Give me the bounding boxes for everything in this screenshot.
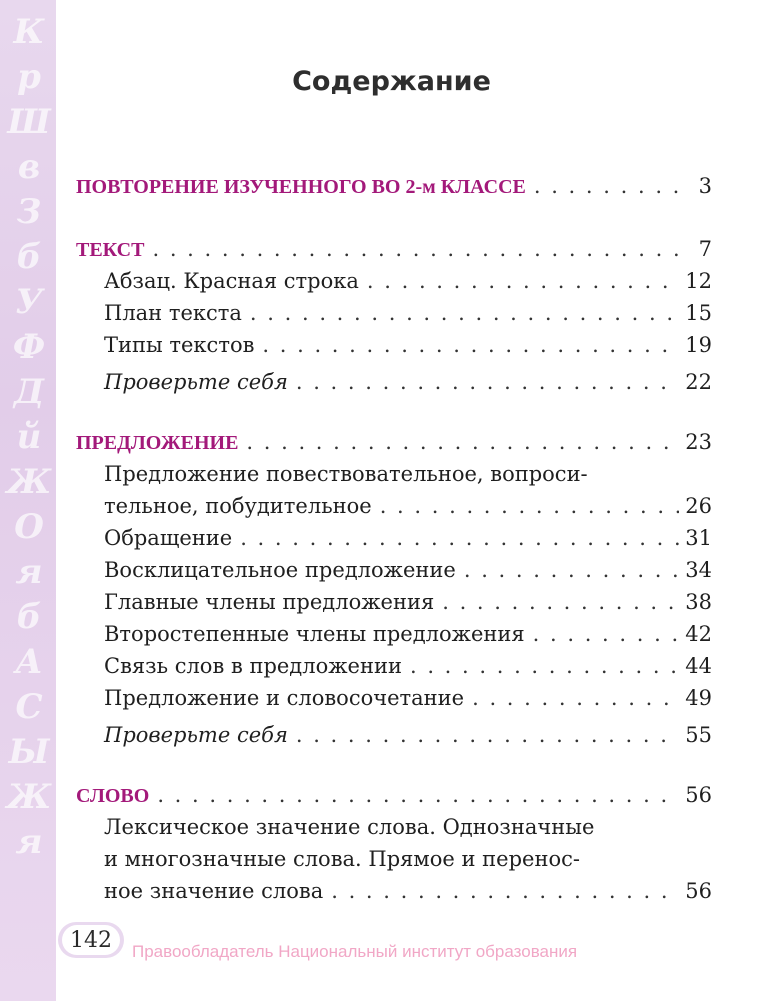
toc-page-number: 15	[685, 301, 712, 325]
toc-entry[interactable]	[104, 490, 712, 522]
toc-page-number: 42	[685, 622, 712, 646]
dot-leader	[472, 682, 679, 714]
dot-leader	[410, 650, 679, 682]
dot-leader	[262, 329, 679, 361]
dot-leader	[296, 366, 679, 398]
page-number-badge	[58, 922, 124, 958]
toc-section-title: ТЕКСТ	[76, 239, 145, 261]
toc-entry-title: Связь слов в предложении	[104, 654, 402, 678]
toc-page-number: 44	[685, 654, 712, 678]
toc-page-number: 55	[685, 723, 712, 747]
dot-leader	[464, 554, 679, 586]
toc-page-number: 49	[685, 686, 712, 710]
toc-section[interactable]	[76, 170, 712, 202]
dot-leader	[152, 233, 684, 265]
dot-leader	[380, 490, 680, 522]
dot-leader	[157, 779, 679, 811]
page-number: 142	[62, 925, 120, 955]
dot-leader	[246, 426, 679, 458]
toc-page-number: 22	[685, 370, 712, 394]
toc-entry[interactable]	[104, 522, 712, 554]
toc-entry-title: Второстепенные члены предложения	[104, 622, 525, 646]
toc-entry[interactable]	[104, 618, 712, 650]
toc-entry-title: ное значение слова	[104, 879, 324, 903]
toc-page-number: 56	[685, 783, 712, 807]
toc-page-number: 19	[685, 333, 712, 357]
dot-leader	[296, 719, 679, 751]
toc-line: Предложение повествовательное, вопроси-	[104, 462, 588, 486]
toc-entry[interactable]	[104, 366, 712, 398]
toc-entry[interactable]	[104, 682, 712, 714]
toc-entry-title: Абзац. Красная строка	[104, 269, 359, 293]
toc-entry-title: План текста	[104, 301, 242, 325]
toc-entry[interactable]	[104, 586, 712, 618]
dot-leader	[240, 522, 679, 554]
toc-entry-title: Типы текстов	[104, 333, 255, 357]
toc-page-number: 12	[685, 269, 712, 293]
toc-entry[interactable]	[104, 329, 712, 361]
toc-page-number: 34	[685, 558, 712, 582]
toc-entry[interactable]	[104, 297, 712, 329]
toc-section[interactable]	[76, 426, 712, 458]
toc-section-title: СЛОВО	[76, 785, 150, 807]
toc-section[interactable]	[76, 233, 712, 265]
dot-leader	[331, 875, 679, 907]
toc-page-number: 23	[685, 430, 712, 454]
toc-page-number: 3	[698, 174, 712, 198]
dot-leader	[442, 586, 679, 618]
toc-entry-title: Главные члены предложения	[104, 590, 435, 614]
toc-line: Лексическое значение слова. Однозначные	[104, 815, 595, 839]
dot-leader	[534, 170, 684, 202]
toc-section-title: ПРЕДЛОЖЕНИЕ	[76, 432, 239, 454]
dot-leader	[533, 618, 680, 650]
toc-entry[interactable]	[104, 650, 712, 682]
toc-line: и многозначные слова. Прямое и перенос-	[104, 847, 580, 871]
toc-entry-title: Обращение	[104, 526, 233, 550]
toc-page-number: 26	[685, 494, 712, 518]
decorative-side-strip	[0, 0, 56, 1001]
page-title: Содержание	[292, 66, 491, 97]
toc-entry-title: Предложение и словосочетание	[104, 686, 465, 710]
toc-entry-title: Восклицательное предложение	[104, 558, 456, 582]
dot-leader	[250, 297, 679, 329]
dot-leader	[367, 265, 679, 297]
toc-entry-title: Проверьте себя	[104, 723, 288, 747]
toc-page-number: 56	[685, 879, 712, 903]
toc-entry[interactable]	[104, 265, 712, 297]
toc-entry-title: Проверьте себя	[104, 370, 288, 394]
toc-entry-title: тельное, побудительное	[104, 494, 372, 518]
decorative-alphabet-pattern: К р Ш в З б У Ф Д й Ж О я б А С Ы Ж я	[6, 12, 52, 862]
toc-section[interactable]	[76, 779, 712, 811]
toc-page-number: 31	[685, 526, 712, 550]
toc-entry[interactable]	[104, 719, 712, 751]
toc-section-title: ПОВТОРЕНИЕ ИЗУЧЕННОГО ВО 2-м КЛАССЕ	[76, 176, 526, 198]
toc-page-number: 7	[698, 237, 712, 261]
toc-entry[interactable]	[104, 554, 712, 586]
toc-page-number: 38	[685, 590, 712, 614]
copyright-notice: Правообладатель Национальный институт образования	[132, 942, 578, 961]
toc-entry[interactable]	[104, 875, 712, 907]
